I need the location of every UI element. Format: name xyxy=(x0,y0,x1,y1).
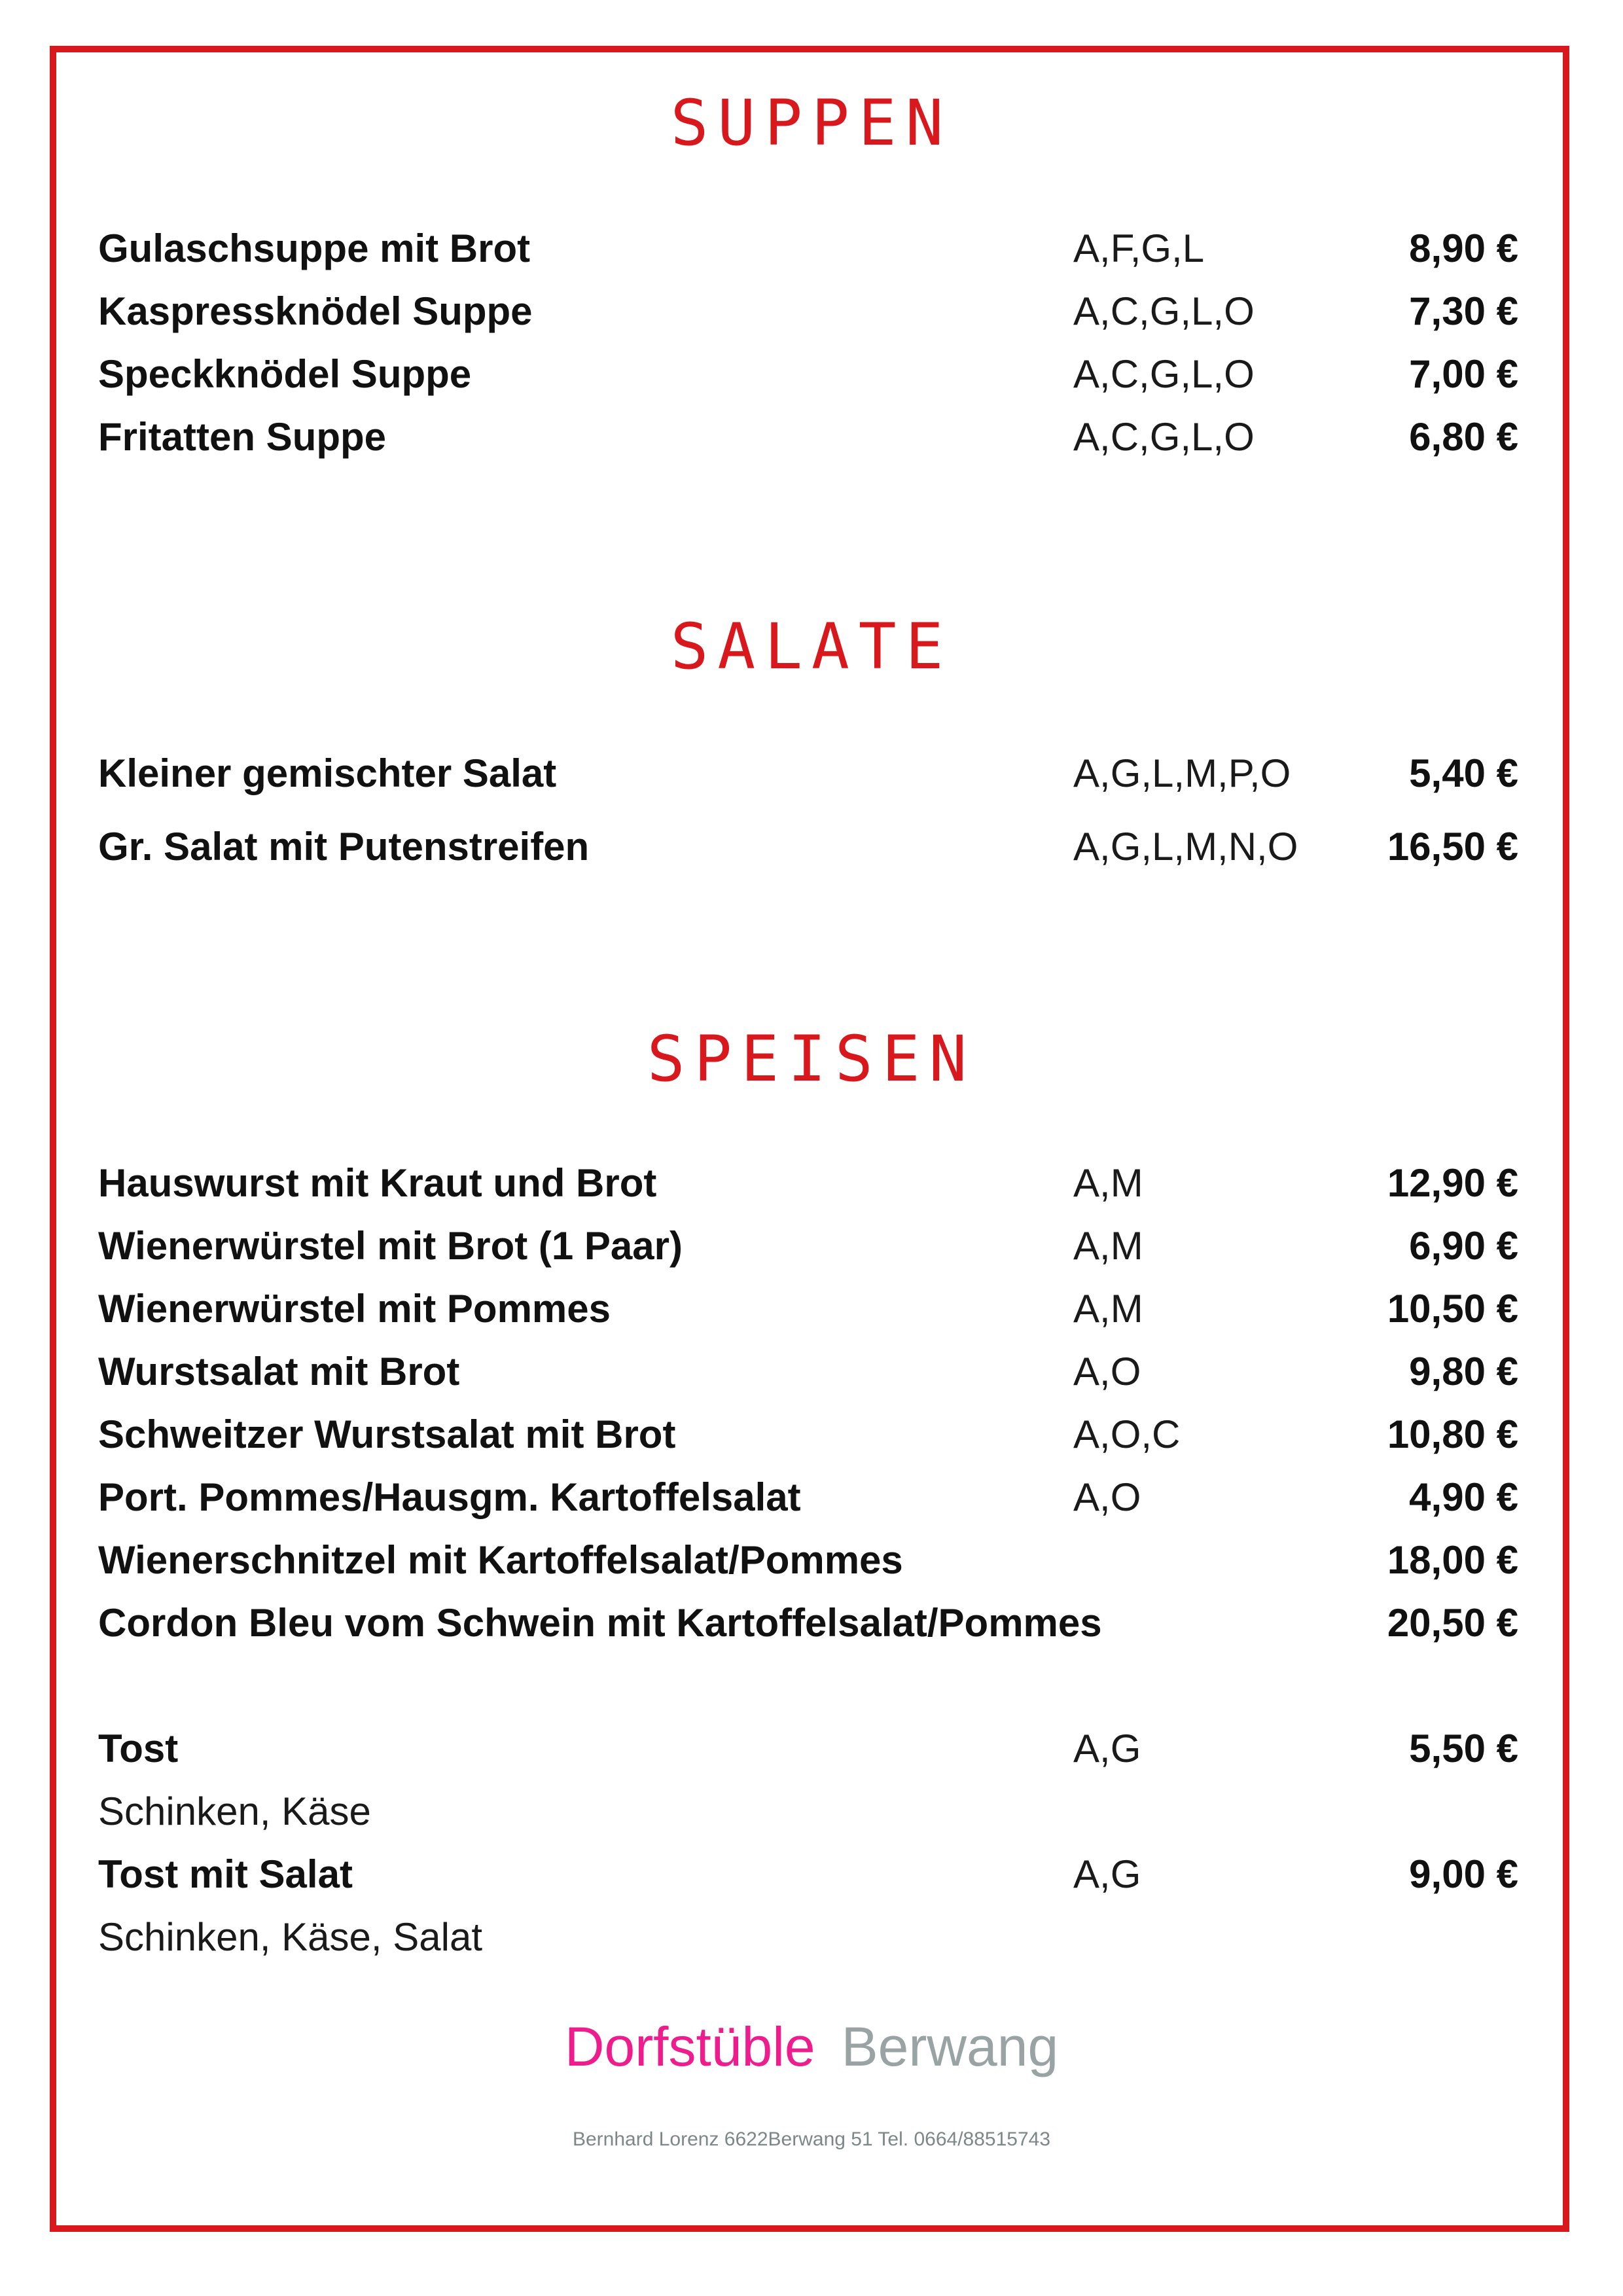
menu-item-allergens: A,C,G,L,O xyxy=(1073,352,1255,396)
menu-item xyxy=(98,1342,1518,1402)
menu-item xyxy=(98,1216,1518,1276)
menu-item xyxy=(98,1530,1518,1590)
menu-item xyxy=(98,1405,1518,1465)
menu-item-name: Gr. Salat mit Putenstreifen xyxy=(98,825,590,869)
menu-item-price: 20,50 € xyxy=(1387,1601,1518,1645)
menu-item xyxy=(98,1593,1518,1653)
menu-item-description: Schinken, Käse, Salat xyxy=(98,1915,483,1959)
footer-address: Bernhard Lorenz 6622Berwang 51 Tel. 0664/88515743 xyxy=(572,2128,1051,2150)
menu-item-allergens: A,M xyxy=(1073,1161,1143,1205)
menu-item-name: Gulaschsuppe mit Brot xyxy=(98,226,531,270)
section-title-salate: SALATE xyxy=(670,610,953,683)
brand-name-secondary: Berwang xyxy=(841,2016,1059,2077)
menu-item xyxy=(98,344,1518,404)
menu-item-allergens: A,C,G,L,O xyxy=(1073,289,1255,333)
menu-item-allergens: A,O xyxy=(1073,1475,1141,1519)
menu-item-price: 5,40 € xyxy=(1409,751,1518,795)
menu-item-allergens: A,G xyxy=(1073,1852,1141,1896)
menu-item-name: Hauswurst mit Kraut und Brot xyxy=(98,1161,657,1205)
brand-name-primary: Dorfstüble xyxy=(564,2016,815,2077)
menu-item-price: 10,50 € xyxy=(1387,1287,1518,1331)
menu-item-price: 5,50 € xyxy=(1409,1727,1518,1770)
menu-item-allergens: A,O xyxy=(1073,1350,1141,1393)
menu-item-price: 9,80 € xyxy=(1409,1350,1518,1393)
menu-item-name: Tost xyxy=(98,1727,179,1770)
menu-item xyxy=(98,817,1518,877)
menu-item xyxy=(98,1719,1518,1779)
menu-item-name: Tost mit Salat xyxy=(98,1852,353,1896)
menu-item-price: 4,90 € xyxy=(1409,1475,1518,1519)
menu-item-name: Kleiner gemischter Salat xyxy=(98,751,557,795)
menu-item-price: 6,90 € xyxy=(1409,1224,1518,1268)
menu-item-name: Wienerschnitzel mit Kartoffelsalat/Pommes xyxy=(98,1538,903,1582)
menu-item-allergens: A,F,G,L xyxy=(1073,226,1205,270)
menu-item-price: 16,50 € xyxy=(1387,825,1518,869)
menu-item-name: Wienerwürstel mit Pommes xyxy=(98,1287,611,1331)
menu-item xyxy=(98,1153,1518,1213)
menu-item-allergens: A,M xyxy=(1073,1224,1143,1268)
restaurant-brand xyxy=(0,2016,1623,2077)
menu-item-name: Wienerwürstel mit Brot (1 Paar) xyxy=(98,1224,683,1268)
menu-item xyxy=(98,1844,1518,1905)
menu-item-name: Speckknödel Suppe xyxy=(98,352,472,396)
menu-item xyxy=(98,407,1518,467)
menu-item-allergens: A,G xyxy=(1073,1727,1141,1770)
menu-item-allergens: A,G,L,M,N,O xyxy=(1073,825,1298,869)
menu-item-name: Kaspressknödel Suppe xyxy=(98,289,533,333)
menu-item-description: Schinken, Käse xyxy=(98,1789,371,1833)
menu-item-allergens: A,O,C xyxy=(1073,1412,1181,1456)
menu-item-price: 7,00 € xyxy=(1409,352,1518,396)
menu-item-price: 6,80 € xyxy=(1409,415,1518,459)
menu-item-name: Fritatten Suppe xyxy=(98,415,387,459)
menu-item-price: 7,30 € xyxy=(1409,289,1518,333)
menu-item xyxy=(98,281,1518,342)
menu-item-name: Port. Pommes/Hausgm. Kartoffelsalat xyxy=(98,1475,801,1519)
section-title-speisen: SPEISEN xyxy=(647,1022,976,1096)
menu-item-name: Wurstsalat mit Brot xyxy=(98,1350,460,1393)
menu-item-allergens: A,C,G,L,O xyxy=(1073,415,1255,459)
menu-item-allergens: A,G,L,M,P,O xyxy=(1073,751,1291,795)
menu-item-price: 10,80 € xyxy=(1387,1412,1518,1456)
menu-item-price: 9,00 € xyxy=(1409,1852,1518,1896)
menu-item xyxy=(98,1467,1518,1528)
menu-item xyxy=(98,1279,1518,1339)
menu-item-name: Schweitzer Wurstsalat mit Brot xyxy=(98,1412,676,1456)
menu-item xyxy=(98,219,1518,279)
menu-item-price: 18,00 € xyxy=(1387,1538,1518,1582)
menu-item-name: Cordon Bleu vom Schwein mit Kartoffelsalat/Pommes xyxy=(98,1601,1102,1645)
menu-item-price: 12,90 € xyxy=(1387,1161,1518,1205)
menu-item xyxy=(98,744,1518,804)
section-title-suppen: SUPPEN xyxy=(670,86,953,160)
menu-item-allergens: A,M xyxy=(1073,1287,1143,1331)
menu-item-price: 8,90 € xyxy=(1409,226,1518,270)
